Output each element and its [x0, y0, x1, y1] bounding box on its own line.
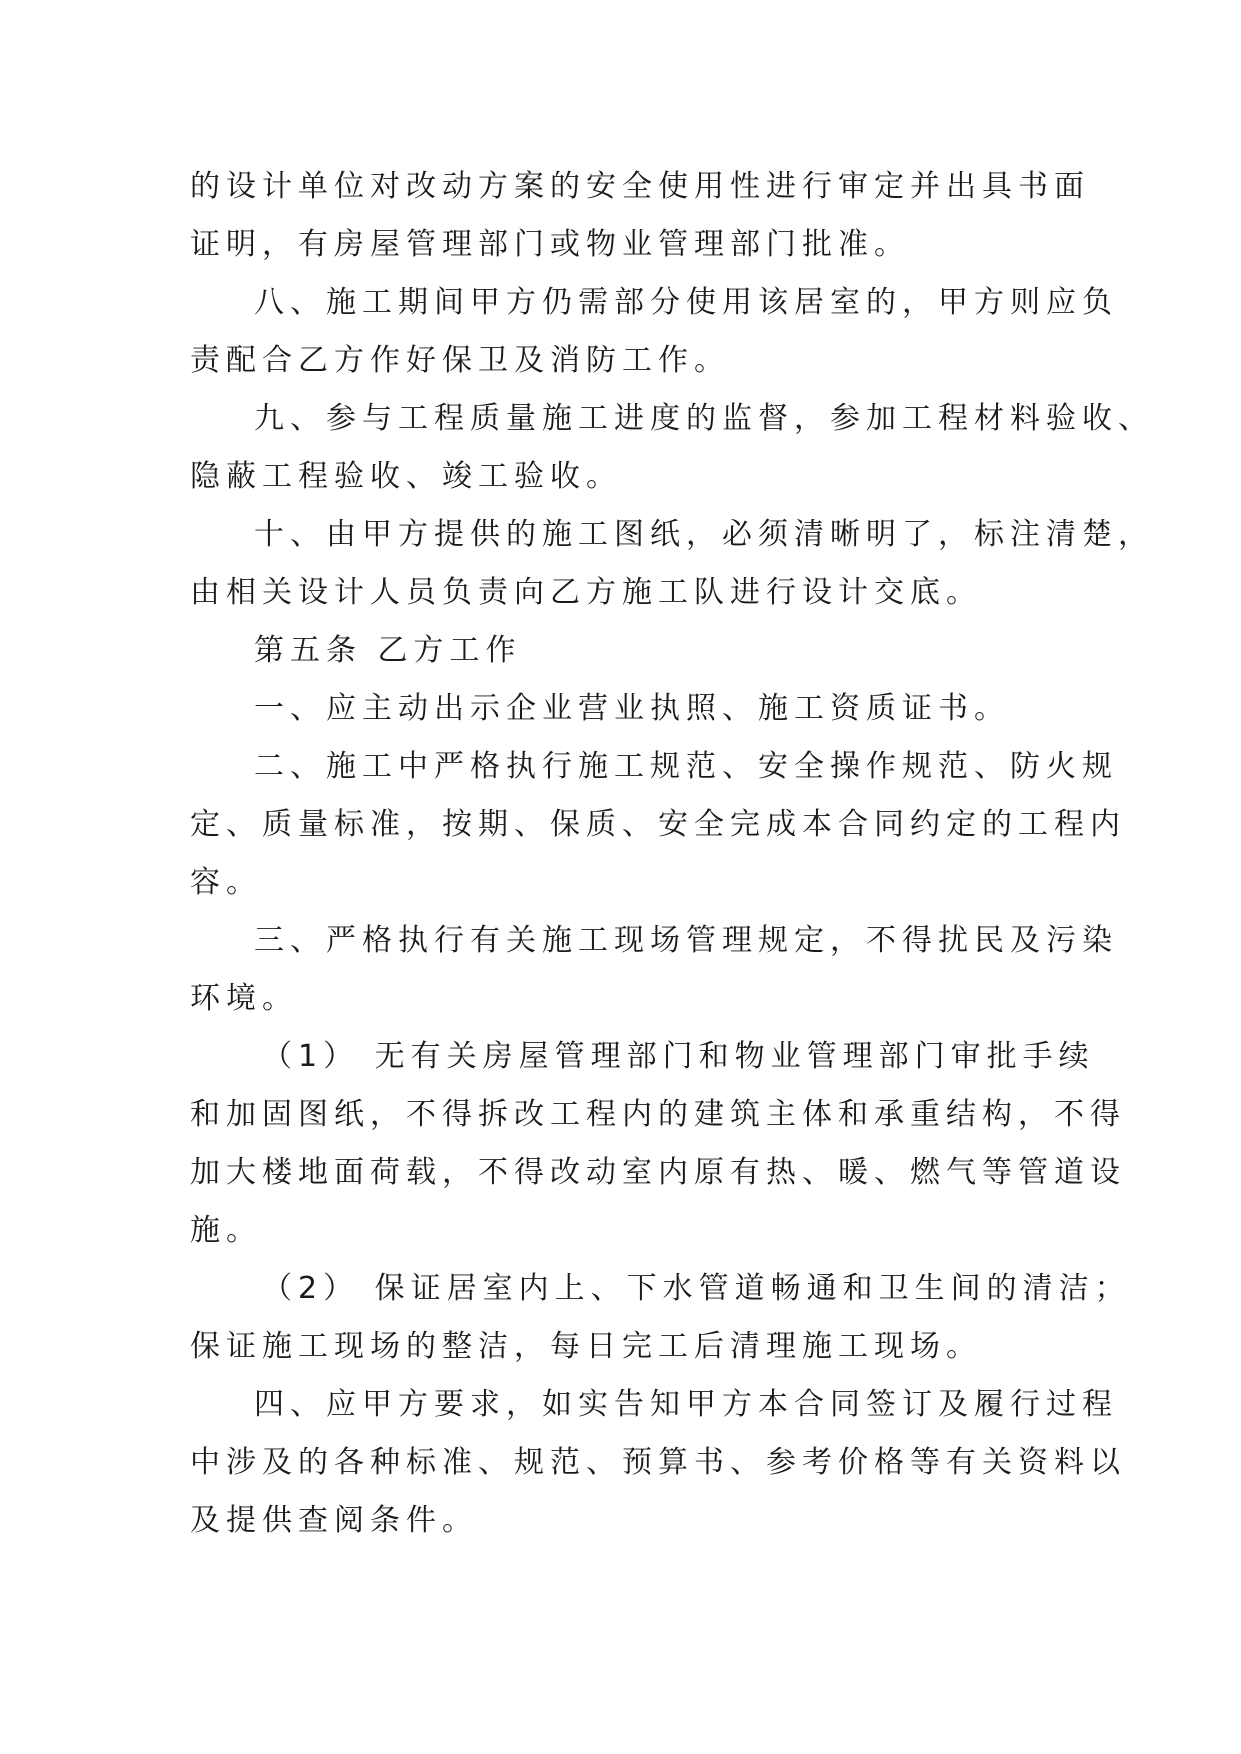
paragraph-line: 四、应甲方要求，如实告知甲方本合同签订及履行过程: [254, 1387, 1118, 1422]
paragraph-line: 责配合乙方作好保卫及消防工作。: [190, 343, 730, 378]
paragraph-line: 容。: [190, 865, 262, 900]
paragraph-line: 和加固图纸，不得拆改工程内的建筑主体和承重结构，不得: [190, 1097, 1126, 1132]
paragraph-line: 环境。: [190, 981, 298, 1016]
paragraph-line: 施。: [190, 1213, 262, 1248]
paragraph-line: 八、施工期间甲方仍需部分使用该居室的，甲方则应负: [254, 285, 1118, 320]
paragraph-line: （2） 保证居室内上、下水管道畅通和卫生间的清洁；: [262, 1271, 1131, 1306]
paragraph-line: 的设计单位对改动方案的安全使用性进行审定并出具书面: [190, 169, 1090, 204]
paragraph-line: 隐蔽工程验收、竣工验收。: [190, 459, 622, 494]
paragraph-line: 加大楼地面荷载，不得改动室内原有热、暖、燃气等管道设: [190, 1155, 1126, 1190]
paragraph-line: 由相关设计人员负责向乙方施工队进行设计交底。: [190, 575, 982, 610]
paragraph-line: 十、由甲方提供的施工图纸，必须清晰明了，标注清楚，: [254, 517, 1154, 552]
paragraph-line: 二、施工中严格执行施工规范、安全操作规范、防火规: [254, 749, 1118, 784]
document-body: [190, 158, 1154, 1550]
paragraph-line: （1） 无有关房屋管理部门和物业管理部门审批手续: [262, 1039, 1095, 1074]
paragraph-line: 证明，有房屋管理部门或物业管理部门批准。: [190, 227, 910, 262]
paragraph-line: 九、参与工程质量施工进度的监督，参加工程材料验收、: [254, 401, 1154, 436]
paragraph-line: 保证施工现场的整洁，每日完工后清理施工现场。: [190, 1329, 982, 1364]
section-heading: 第五条 乙方工作: [254, 633, 522, 668]
paragraph-line: 一、应主动出示企业营业执照、施工资质证书。: [254, 691, 1010, 726]
paragraph-line: 及提供查阅条件。: [190, 1503, 478, 1538]
paragraph-line: 中涉及的各种标准、规范、预算书、参考价格等有关资料以: [190, 1445, 1126, 1480]
paragraph-line: 定、质量标准，按期、保质、安全完成本合同约定的工程内: [190, 807, 1126, 842]
paragraph-line: 三、严格执行有关施工现场管理规定，不得扰民及污染: [254, 923, 1118, 958]
